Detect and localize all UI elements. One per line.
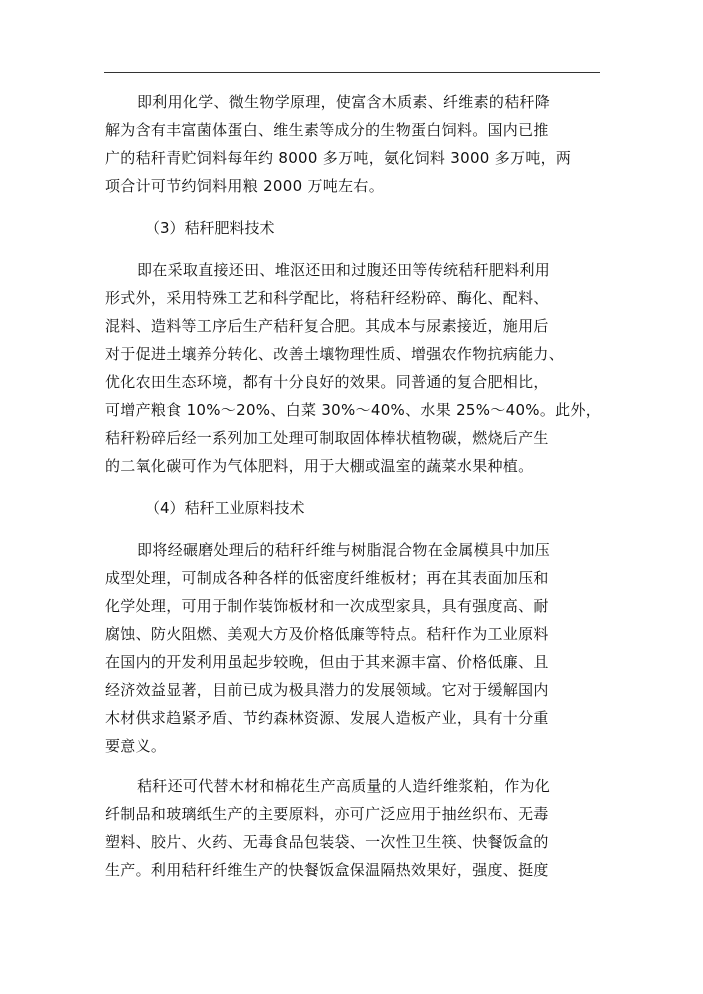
text-line: 的二氧化碳可作为气体肥料，用于大棚或温室的蔬菜水果种植。 — [105, 457, 534, 475]
text-line: 对于促进土壤养分转化、改善土壤物理性质、增强农作物抗病能力、 — [105, 345, 565, 363]
text-line: 经济效益显著，目前已成为极具潜力的发展领域。它对于缓解国内 — [105, 681, 549, 699]
text-line: 项合计可节约饲料用粮 2000 万吨左右。 — [105, 177, 385, 195]
text-line: 生产。利用秸秆纤维生产的快餐饭盒保温隔热效果好，强度、挺度 — [105, 861, 549, 879]
text-line: 可增产粮食 10%～20%、白菜 30%～40%、水果 25%～40%。此外， — [105, 401, 602, 419]
paragraph-artificial-fiber — [105, 772, 600, 884]
text-line: 成型处理，可制成各种各样的低密度纤维板材；再在其表面加压和 — [105, 569, 549, 587]
text-line: 广的秸秆青贮饲料每年约 8000 多万吨，氨化饲料 3000 多万吨，两 — [105, 149, 572, 167]
text-line: 即在采取直接还田、堆沤还田和过腹还田等传统秸秆肥料利用 — [137, 261, 551, 279]
text-line: 解为含有丰富菌体蛋白、维生素等成分的生物蛋白饲料。国内已推 — [105, 121, 549, 139]
text-line: 混料、造料等工序后生产秸秆复合肥。其成本与尿素接近，施用后 — [105, 317, 549, 335]
text-line: 秸秆粉碎后经一系列加工处理可制取固体棒状植物碳，燃烧后产生 — [105, 429, 549, 447]
paragraph-feed-technology — [105, 88, 600, 200]
text-line: 即将经碾磨处理后的秸秆纤维与树脂混合物在金属模具中加压 — [137, 541, 551, 559]
section-heading-fertilizer: （3）秸秆肥料技术 — [145, 219, 275, 237]
text-line: 化学处理，可用于制作装饰板材和一次成型家具，具有强度高、耐 — [105, 597, 549, 615]
text-line: 腐蚀、防火阻燃、美观大方及价格低廉等特点。秸秆作为工业原料 — [105, 625, 549, 643]
text-line: 秸秆还可代替木材和棉花生产高质量的人造纤维浆粕，作为化 — [137, 777, 551, 795]
text-line: 要意义。 — [105, 737, 167, 755]
text-line: 木材供求趋紧矛盾、节约森林资源、发展人造板产业，具有十分重 — [105, 709, 549, 727]
document-body — [105, 88, 600, 884]
text-line: 在国内的开发利用虽起步较晚，但由于其来源丰富、价格低廉、且 — [105, 653, 549, 671]
paragraph-fertilizer-technology — [105, 256, 600, 480]
text-line: 形式外，采用特殊工艺和科学配比，将秸秆经粉碎、酶化、配料、 — [105, 289, 549, 307]
text-line: 纤制品和玻璃纸生产的主要原料，亦可广泛应用于抽丝织布、无毒 — [105, 805, 549, 823]
text-line: 优化农田生态环境，都有十分良好的效果。同普通的复合肥相比， — [105, 373, 549, 391]
paragraph-industrial-material-technology — [105, 536, 600, 760]
section-heading-industrial-material: （4）秸秆工业原料技术 — [145, 499, 305, 517]
text-line: 塑料、胶片、火药、无毒食品包装袋、一次性卫生筷、快餐饭盒的 — [105, 833, 549, 851]
text-line: 即利用化学、微生物学原理，使富含木质素、纤维素的秸秆降 — [137, 93, 551, 111]
header-rule — [104, 72, 600, 73]
